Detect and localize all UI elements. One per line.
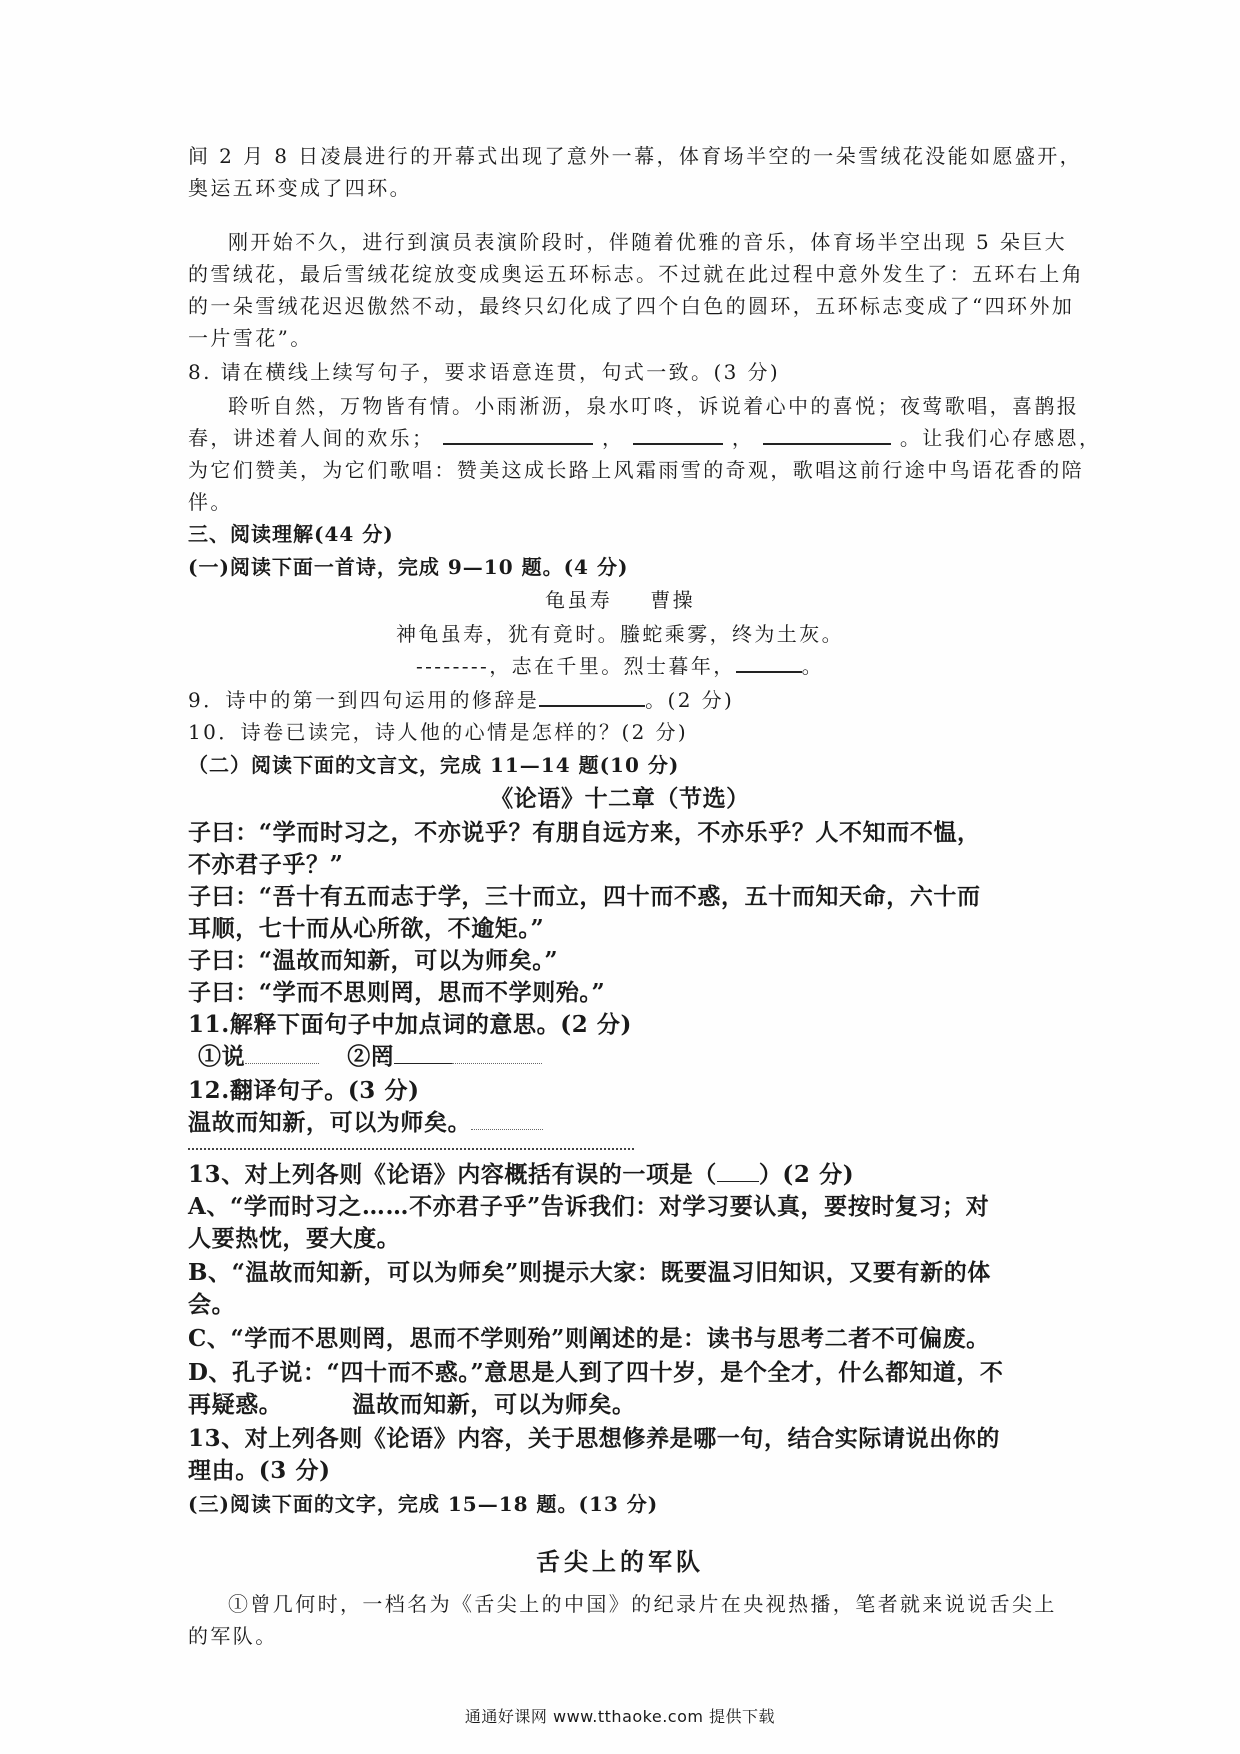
q8-line-2-end: 。让我们心存感恩， — [899, 426, 1102, 450]
q11: 11.解释下面句子中加点词的意思。(2 分) — [188, 1011, 632, 1038]
q8-blank-1[interactable] — [443, 425, 593, 445]
q8-blank-3[interactable] — [763, 425, 891, 445]
top-paragraph-line-1: 间 2 月 8 日凌晨进行的开幕式出现了意外一幕，体育场半空的一朵雪绒花没能如愿盛开， — [188, 144, 1083, 168]
q13b-line-1: 13、对上列各则《论语》内容，关于思想修养是哪一句，结合实际请说出你的 — [188, 1425, 1001, 1452]
q12-dots — [471, 1111, 543, 1130]
poem-author: 曹操 — [650, 588, 695, 612]
article-paragraph-1-line-1: ①曾几何时，一档名为《舌尖上的中国》的纪录片在央视热播，笔者就来说说舌尖上 — [228, 1592, 1057, 1616]
chapter2-line-1: 子曰：“吾十有五而志于学，三十而立，四十而不惑，五十而知天命，六十而 — [188, 883, 981, 910]
article-title: 舌尖上的军队 — [536, 1547, 704, 1576]
footer-credit: 通通好课网 www.tthaoke.com 提供下载 — [464, 1707, 776, 1726]
q13a-blank[interactable] — [717, 1163, 759, 1182]
poem-line-2-end: 。 — [801, 654, 825, 678]
paragraph2-line-4: 一片雪花”。 — [188, 326, 313, 350]
top-paragraph-line-2: 奥运五环变成了四环。 — [188, 176, 412, 200]
part3-title: (三)阅读下面的文字，完成 15—18 题。(13 分) — [188, 1492, 659, 1516]
q13a — [188, 1156, 854, 1189]
q8-blank-2[interactable] — [633, 425, 723, 445]
poem-title: 龟虽寿 — [544, 588, 613, 612]
option-b-line-1: B、“温故而知新，可以为师矣”则提示大家：既要温习旧知识，又要有新的体 — [188, 1259, 991, 1286]
option-c: C、“学而不思则罔，思而不学则殆”则阐述的是：读书与思考二者不可偏废。 — [188, 1325, 990, 1352]
poem-line-2-mid: ，志在千里。烈士暮年， — [489, 654, 736, 678]
q12: 12.翻译句子。(3 分) — [188, 1077, 420, 1104]
lunyu-title: 《论语》十二章（节选） — [490, 785, 750, 812]
q8-line-1: 聆听自然，万物皆有情。小雨淅沥，泉水叮咚，诉说着心中的喜悦；夜莺歌唱，喜鹊报 — [228, 394, 1080, 418]
poem-blank[interactable] — [736, 653, 802, 673]
chapter1-line-2: 不亦君子乎？” — [188, 851, 344, 878]
q8-line-3: 为它们赞美，为它们歌唱：赞美这成长路上风霜雨雪的奇观，歌唱这前行途中鸟语花香的陪 — [188, 458, 1084, 482]
option-d-line-2-text: 再疑惑。 — [188, 1391, 283, 1418]
paragraph2-line-2: 的雪绒花，最后雪绒花绽放变成奥运五环标志。不过就在此过程中意外发生了：五环右上角 — [188, 262, 1084, 286]
q8-line-4: 伴。 — [188, 490, 233, 514]
chapter1-line-1: 子曰：“学而时习之，不亦说乎？有朋自远方来，不亦乐乎？人不知而不愠， — [188, 819, 981, 846]
option-b-line-2: 会。 — [188, 1291, 236, 1318]
chapter4: 子曰：“学而不思则罔，思而不学则殆。” — [188, 979, 606, 1006]
q9-blank[interactable] — [539, 687, 645, 707]
paragraph2-line-3: 的一朵雪绒花迟迟傲然不动，最终只幻化成了四个白色的圆环，五环标志变成了“四环外加 — [188, 294, 1075, 318]
poem-line-1: 神龟虽寿，犹有竟时。螣蛇乘雾，终为土灰。 — [396, 622, 844, 646]
option-d-line-1: D、孔子说：“四十而不惑。”意思是人到了四十岁，是个全才，什么都知道，不 — [188, 1359, 1004, 1386]
q11-dots — [452, 1045, 542, 1064]
option-a-line-2: 人要热忱，要大度。 — [188, 1225, 401, 1252]
q8-prompt: 8. 请在横线上续写句子，要求语意连贯，句式一致。(3 分) — [188, 360, 781, 384]
poem-dashes: -------- — [415, 654, 490, 678]
paragraph2-line-1: 刚开始不久，进行到演员表演阶段时，伴随着优雅的音乐，体育场半空出现 5 朵巨大 — [228, 230, 1068, 254]
q11-blank-2[interactable] — [394, 1045, 452, 1064]
q8-comma-1: ， — [601, 426, 625, 450]
option-d-line-2 — [188, 1386, 636, 1419]
q8-line-2-start: 春，讲述着人间的欢乐； — [188, 426, 435, 450]
part1-title: (一)阅读下面一首诗，完成 9—10 题。(4 分) — [188, 555, 629, 579]
section3-title: 三、阅读理解(44 分) — [188, 522, 394, 546]
q8-comma-2: ， — [731, 426, 755, 450]
q9-text: 9．诗中的第一到四句运用的修辞是 — [188, 688, 540, 712]
q12-answer-line[interactable] — [188, 1148, 634, 1150]
part2-title: （二）阅读下面的文言文，完成 11—14 题(10 分) — [188, 753, 680, 777]
poem-heading — [188, 584, 1052, 613]
option-a-line-1: A、“学而时习之……不亦君子乎”告诉我们：对学习要认真，要按时复习；对 — [188, 1193, 990, 1220]
q12-sentence-text: 温故而知新，可以为师矣。 — [188, 1109, 472, 1136]
article-paragraph-1-line-2: 的军队。 — [188, 1624, 278, 1648]
q10: 10．诗卷已读完，诗人他的心情是怎样的？(2 分) — [188, 720, 689, 744]
q9 — [188, 684, 734, 713]
q12-sentence — [188, 1104, 543, 1137]
poem-line-2 — [188, 650, 1052, 679]
q13a-end: ）(2 分) — [758, 1161, 855, 1188]
q11-items — [198, 1038, 542, 1071]
q8-line-2 — [188, 422, 1101, 451]
q11-item-2: ②罔 — [347, 1043, 395, 1070]
q9-end: 。(2 分) — [645, 688, 735, 712]
q11-blank-1[interactable] — [245, 1045, 319, 1064]
chapter3: 子曰：“温故而知新，可以为师矣。” — [188, 947, 559, 974]
chapter2-line-2: 耳顺，七十而从心所欲，不逾矩。” — [188, 915, 545, 942]
q11-item-1: ①说 — [198, 1043, 246, 1070]
q13a-text: 13、对上列各则《论语》内容概括有误的一项是（ — [188, 1161, 717, 1188]
option-d-line-2-tail: 温故而知新，可以为师矣。 — [352, 1391, 636, 1418]
q13b-line-2: 理由。(3 分) — [188, 1457, 331, 1484]
